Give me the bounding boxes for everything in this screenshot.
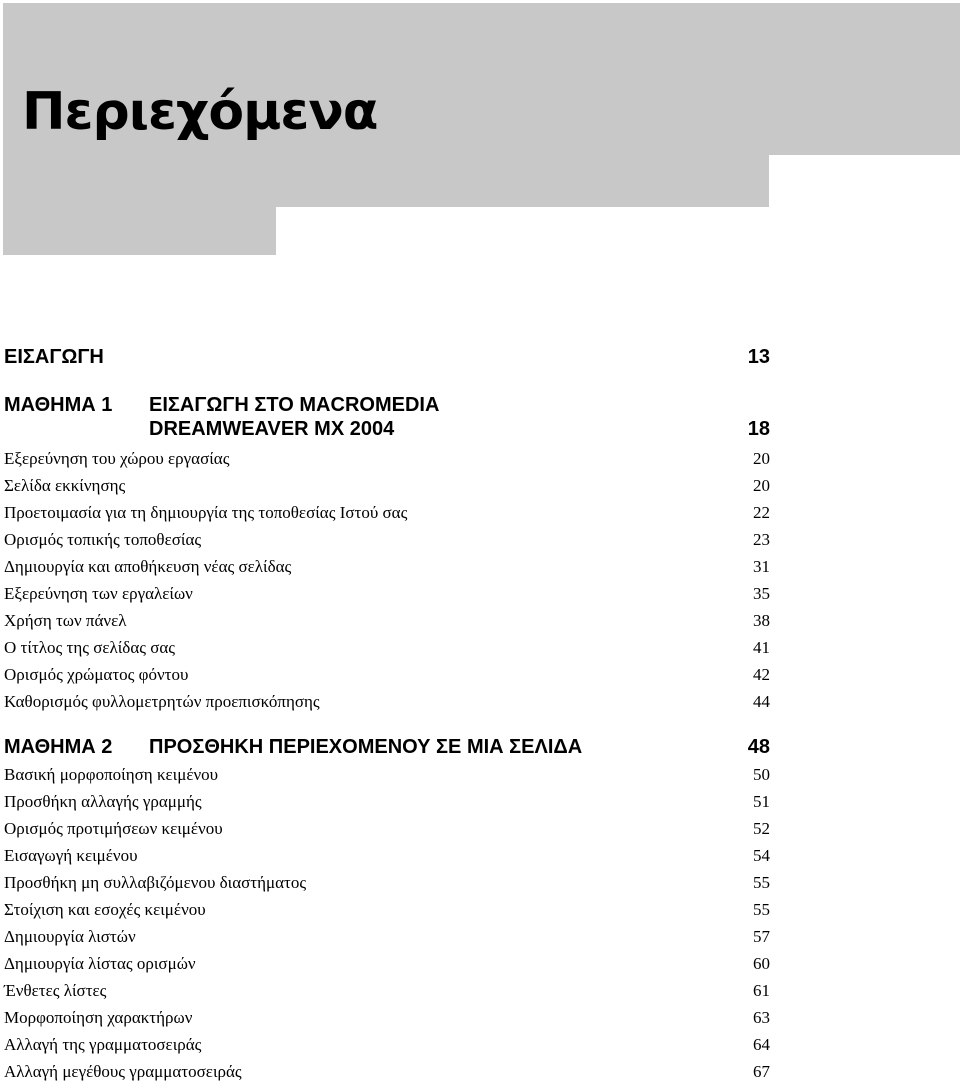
toc-entry-text: Ορισμός προτιμήσεων κειμένου <box>4 819 223 838</box>
lesson-label: ΜΑΘΗΜΑ 2 <box>4 736 113 758</box>
toc-page-number: 54 <box>753 846 770 865</box>
toc-page-number: 67 <box>753 1062 770 1081</box>
toc-page-number: 50 <box>753 765 770 784</box>
toc-page-number: 60 <box>753 954 770 973</box>
toc-entry[interactable] <box>4 503 770 523</box>
toc-page-number: 20 <box>753 476 770 495</box>
toc-page-number: 61 <box>753 981 770 1000</box>
toc-entry-text: Εξερεύνηση του χώρου εργασίας <box>4 449 230 468</box>
toc-page-number: 55 <box>753 900 770 919</box>
toc-heading-lesson2[interactable] <box>4 736 770 759</box>
toc-entry-text: Δημιουργία λιστών <box>4 927 136 946</box>
toc-entry-text: Ορισμός χρώματος φόντου <box>4 665 189 684</box>
toc-entry[interactable] <box>4 530 770 550</box>
toc-entry-text: Χρήση των πάνελ <box>4 611 127 630</box>
page-title: Περιεχόμενα <box>22 82 378 142</box>
toc-page-number: 42 <box>753 665 770 684</box>
toc-page-number: 23 <box>753 530 770 549</box>
toc-entry[interactable] <box>4 449 770 469</box>
toc-page-number: 31 <box>753 557 770 576</box>
toc-entry-text: Προσθήκη μη συλλαβιζόμενου διαστήματος <box>4 873 307 892</box>
toc-entry[interactable] <box>4 611 770 631</box>
lesson-title-line2: DREAMWEAVER MX 2004 <box>149 418 395 440</box>
toc-page-number: 18 <box>747 418 770 440</box>
toc-page-number: 20 <box>753 449 770 468</box>
toc-heading-intro[interactable] <box>4 346 770 369</box>
toc-entry-text: Εξερεύνηση των εργαλείων <box>4 584 193 603</box>
toc-entry-text: Βασική μορφοποίηση κειμένου <box>4 765 219 784</box>
toc-entry[interactable] <box>4 584 770 604</box>
title-banner-notch <box>769 155 960 207</box>
toc-entry-text: Ορισμός τοπικής τοποθεσίας <box>4 530 202 549</box>
toc-page-number: 13 <box>747 346 770 368</box>
toc-entry-text: Αλλαγή μεγέθους γραμματοσειράς <box>4 1062 242 1081</box>
toc-heading-label: ΕΙΣΑΓΩΓΗ <box>4 346 104 368</box>
toc-page-number: 48 <box>747 736 770 758</box>
toc-entry-text: Αλλαγή της γραμματοσειράς <box>4 1035 202 1054</box>
toc-page-number: 64 <box>753 1035 770 1054</box>
toc-heading-lesson1[interactable] <box>4 394 770 417</box>
toc-page-number: 41 <box>753 638 770 657</box>
toc-entry[interactable] <box>4 557 770 577</box>
toc-page-number: 51 <box>753 792 770 811</box>
toc-entry-text: Εισαγωγή κειμένου <box>4 846 138 865</box>
toc-entry-text: Ο τίτλος της σελίδας σας <box>4 638 176 657</box>
toc-entry-text: Καθορισμός φυλλομετρητών προεπισκόπησης <box>4 692 320 711</box>
lesson-label: ΜΑΘΗΜΑ 1 <box>4 394 113 416</box>
toc-entry[interactable] <box>4 792 770 812</box>
toc-entry-text: Δημιουργία και αποθήκευση νέας σελίδας <box>4 557 292 576</box>
toc-heading-lesson1-line2[interactable] <box>4 418 770 441</box>
lesson-title: ΠΡΟΣΘΗΚΗ ΠΕΡΙΕΧΟΜΕΝΟΥ ΣΕ ΜΙΑ ΣΕΛΙΔΑ <box>149 736 583 758</box>
toc-page-number: 57 <box>753 927 770 946</box>
toc-entry[interactable] <box>4 819 770 839</box>
toc-entry[interactable] <box>4 1008 770 1028</box>
toc-page-number: 52 <box>753 819 770 838</box>
toc-entry[interactable] <box>4 846 770 866</box>
title-banner-tab <box>3 207 276 255</box>
toc-entry-text: Προσθήκη αλλαγής γραμμής <box>4 792 202 811</box>
toc-entry[interactable] <box>4 927 770 947</box>
toc-page-number: 63 <box>753 1008 770 1027</box>
toc-entry[interactable] <box>4 1035 770 1055</box>
toc-page-number: 38 <box>753 611 770 630</box>
toc-page-number: 44 <box>753 692 770 711</box>
toc-entry[interactable] <box>4 765 770 785</box>
toc-entry[interactable] <box>4 981 770 1001</box>
toc-entry[interactable] <box>4 900 770 920</box>
toc-entry[interactable] <box>4 692 770 712</box>
toc-entry[interactable] <box>4 665 770 685</box>
toc-entry[interactable] <box>4 476 770 496</box>
toc-entry-text: Μορφοποίηση χαρακτήρων <box>4 1008 193 1027</box>
toc-page-number: 55 <box>753 873 770 892</box>
toc-entry[interactable] <box>4 954 770 974</box>
toc-page-number: 22 <box>753 503 770 522</box>
lesson-title-line1: ΕΙΣΑΓΩΓΗ ΣΤΟ MACROMEDIA <box>149 394 440 416</box>
toc-entry-text: Δημιουργία λίστας ορισμών <box>4 954 196 973</box>
toc-entry[interactable] <box>4 638 770 658</box>
toc-page-number: 35 <box>753 584 770 603</box>
toc-entry[interactable] <box>4 873 770 893</box>
toc-entry-text: Ένθετες λίστες <box>4 981 107 1000</box>
toc-entry-text: Προετοιμασία για τη δημιουργία της τοποθεσίας Ιστού σας <box>4 503 408 522</box>
toc-entry-text: Στοίχιση και εσοχές κειμένου <box>4 900 206 919</box>
toc-entry-text: Σελίδα εκκίνησης <box>4 476 126 495</box>
toc-entry[interactable] <box>4 1062 770 1082</box>
